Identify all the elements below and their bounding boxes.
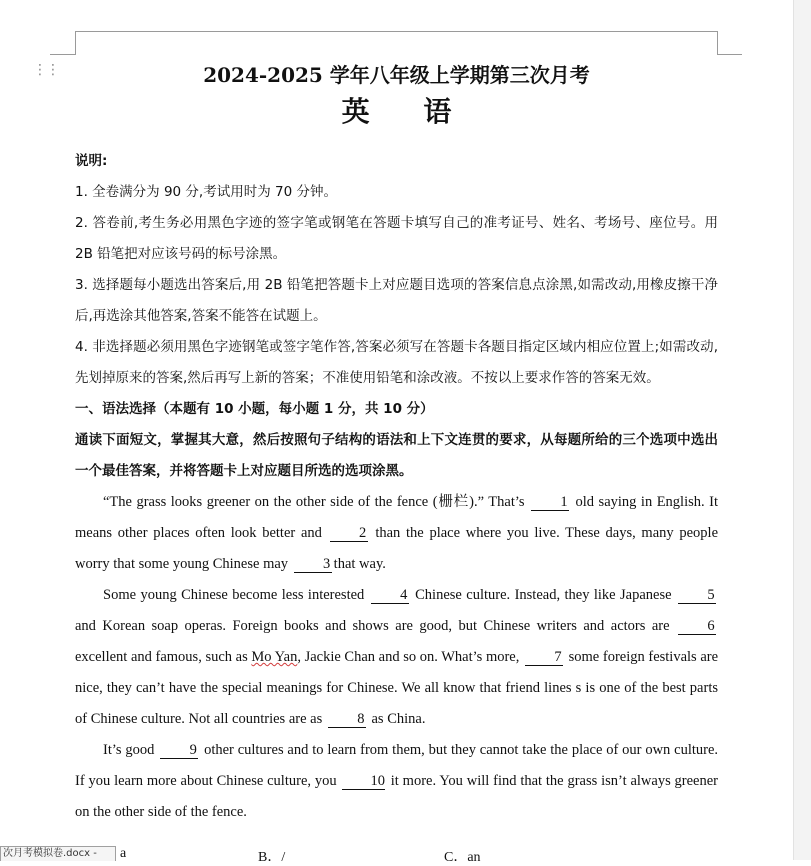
drag-handle-icon[interactable]: ⋮⋮: [33, 62, 59, 78]
passage-paragraph-2: Some young Chinese become less interested 4 Chinese culture. Instead, they like Japanese 5 and Korean soap operas. Foreign books and shows are good, but Chinese writers and actors are 6 excellent and famous, such as Mo Yan, Jackie Chan and so on. What’s more, 7 some foreign festivals are nice, they can’t have the special meanings for Chinese. We all know that friend lines s is one of the best parts of Chinese culture. Not all countries are as 8 as China.: [75, 587, 719, 727]
instruction-item: 3. 选择题每小题选出答案后,用 2B 铅笔把答题卡上对应题目选项的答案信息点涂黑,如需改动,用橡皮擦干净后,再选涂其他答案,答案不能答在试题上。: [75, 277, 718, 324]
section-directions: 通读下面短文，掌握其大意，然后按照句子结构的语法和上下文连贯的要求，从每题所给的三个选项中选出一个最佳答案，并将答题卡上对应题目所选的选项涂黑。: [75, 432, 718, 479]
file-tab[interactable]: 次月考模拟卷.docx -: [0, 846, 116, 861]
margin-mark-right-v: [717, 31, 718, 55]
passage-paragraph-3: It’s good 9 other cultures and to learn from them, but they cannot take the place of our own culture. If you learn more about Chinese culture, you 10 it more. You will find that the grass isn’t always greener on the other side of the fence.: [75, 742, 719, 820]
vertical-scrollbar[interactable]: [793, 0, 811, 860]
option-b: B．/: [258, 850, 286, 865]
document-body: [75, 60, 718, 828]
instruction-item: 4. 非选择题必须用黑色字迹钢笔或签字笔作答,答案必须写在答题卡各题目指定区域内相应位置上;如需改动,先划掉原来的答案,然后再写上新的答案；不准使用铅笔和涂改液。不按以上要求作答的答案无效。: [75, 339, 718, 386]
blank-1: 1: [531, 494, 569, 511]
passage-paragraph-1: “The grass looks greener on the other side of the fence (栅栏).” That’s 1 old saying in English. It means other places often look better and 2 than the place where you live. These days, many people worry that some young Chinese may 3 that way.: [75, 494, 719, 572]
blank-8: 8: [328, 711, 366, 728]
options-row: [0, 843, 811, 863]
margin-mark-top: [75, 31, 718, 32]
instruction-item: 2. 答卷前,考生务必用黑色字迹的签字笔或钢笔在答题卡填写自己的准考证号、姓名、考场号、座位号。用2B 铅笔把对应该号码的标号涂黑。: [75, 215, 718, 262]
exam-subject: 英 语: [341, 95, 474, 128]
blank-5: 5: [678, 587, 716, 604]
exam-title: 2024-2025 学年八年级上学期第三次月考: [203, 63, 590, 87]
instructions-heading: 说明:: [75, 153, 108, 169]
instruction-item: 1. 全卷满分为 90 分,考试用时为 70 分钟。: [75, 184, 337, 200]
option-c: C．an: [444, 850, 481, 865]
blank-7: 7: [525, 649, 563, 666]
blank-4: 4: [371, 587, 409, 604]
option-a: a: [120, 846, 127, 861]
section-heading: 一、语法选择（本题有 10 小题，每小题 1 分，共 10 分）: [75, 401, 434, 417]
blank-9: 9: [160, 742, 198, 759]
blank-3: 3: [294, 556, 332, 573]
margin-mark-right-h: [717, 54, 742, 55]
margin-mark-left-h: [50, 54, 75, 55]
margin-mark-left-v: [75, 31, 76, 55]
blank-2: 2: [330, 525, 368, 542]
spellcheck-word[interactable]: Mo Yan: [251, 649, 298, 665]
blank-10: 10: [342, 773, 385, 790]
blank-6: 6: [678, 618, 716, 635]
